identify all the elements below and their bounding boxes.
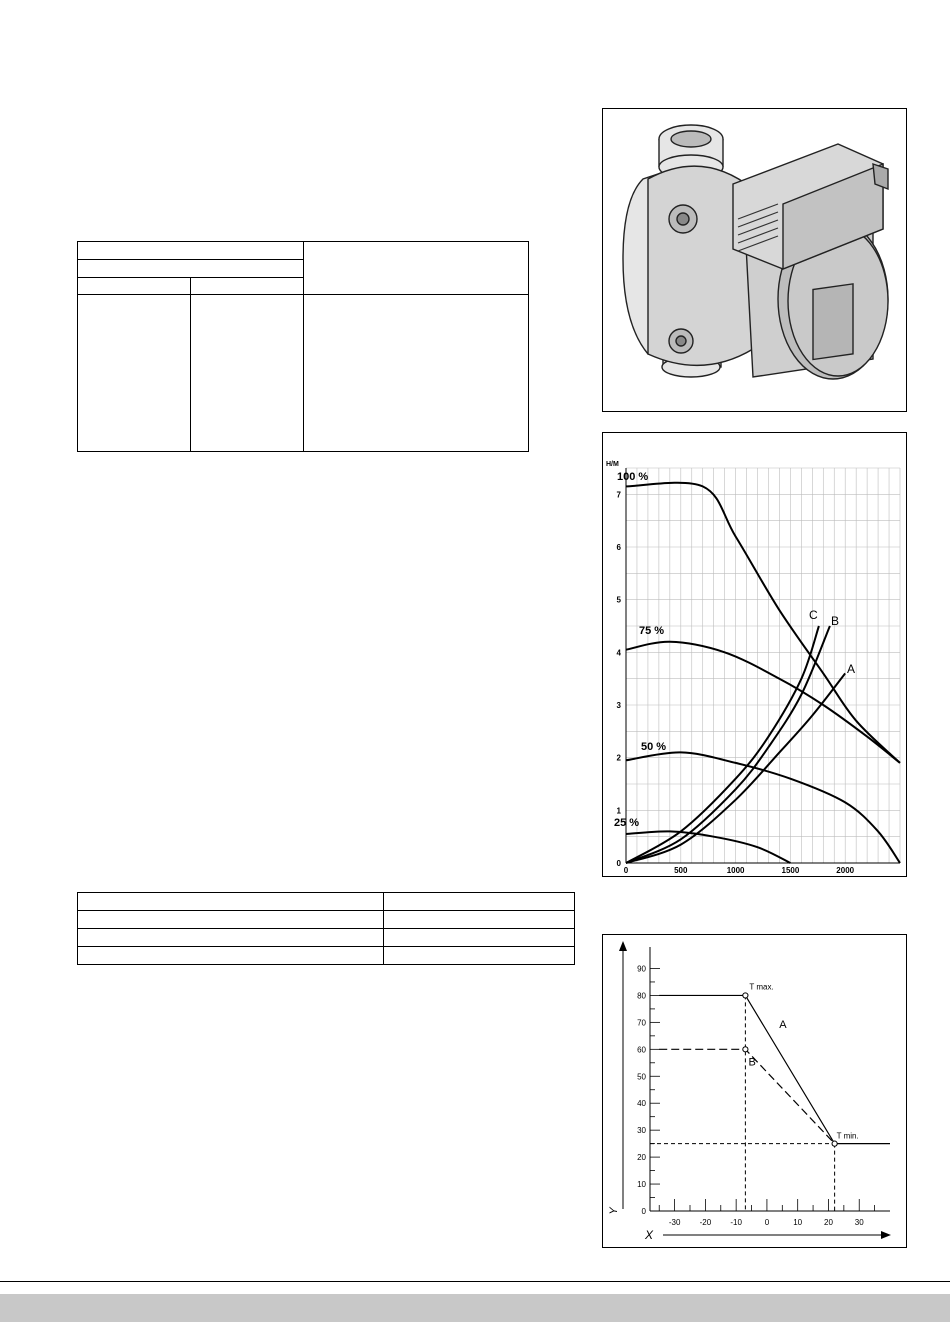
upper-spec-table: [77, 241, 529, 452]
x-tick-label: 1500: [781, 866, 800, 875]
lower-spec-table: [77, 892, 575, 965]
circulation-pump-illustration: [603, 109, 906, 411]
table-cell: [78, 929, 384, 947]
heating-line-b: [659, 1049, 834, 1143]
speed-curve: [626, 483, 900, 763]
y-tick-label: 10: [637, 1180, 646, 1190]
heating-curve-chart-frame: [602, 934, 907, 1248]
y-tick-label: 40: [637, 1099, 646, 1109]
x-tick-label: 0: [764, 1218, 770, 1227]
y-tick-label: 20: [637, 1153, 646, 1163]
table-cell: [78, 947, 384, 965]
table-column-header: [78, 278, 191, 295]
pump-curve-chart-frame: [602, 432, 907, 877]
speed-curve-label: 100 %: [617, 471, 649, 483]
curve-point-marker: [743, 1047, 748, 1052]
y-tick-label: 30: [637, 1126, 646, 1136]
y-tick-label: 2: [616, 753, 621, 763]
curve-point-marker: [743, 993, 748, 998]
y-tick-label: 90: [637, 964, 646, 974]
y-tick-label: 0: [641, 1207, 646, 1216]
y-tick-label: 60: [637, 1045, 646, 1055]
speed-curve: [626, 831, 790, 863]
speed-curve-label: 75 %: [639, 625, 665, 637]
tmin-label: T min.: [836, 1131, 859, 1141]
y-tick-label: 6: [616, 543, 621, 552]
table-cell: [384, 911, 575, 929]
table-cell: [304, 295, 529, 452]
table-cell: [78, 911, 384, 929]
y-axis-label: H/M: [606, 461, 619, 468]
table-cell: [78, 893, 384, 911]
line-a-label: A: [779, 1018, 787, 1031]
table-cell: [384, 893, 575, 911]
table-header-cell: [304, 242, 529, 295]
line-b-label: B: [748, 1056, 756, 1069]
x-axis-label: X: [645, 1228, 654, 1242]
y-tick-label: 4: [616, 648, 621, 658]
table-cell: [78, 295, 191, 452]
x-tick-label: 1000: [726, 866, 745, 875]
pump-illustration-frame: [602, 108, 907, 412]
heating-curve-chart: [603, 935, 906, 1247]
footer-divider: [0, 1281, 950, 1282]
table-header-cell: [78, 242, 304, 260]
x-tick-label: 30: [854, 1218, 864, 1227]
table-column-header: [191, 278, 304, 295]
system-curve-label: A: [847, 662, 856, 676]
x-tick-label: 20: [824, 1218, 833, 1227]
system-curve-label: C: [809, 608, 818, 622]
x-tick-label: -10: [730, 1218, 742, 1227]
curve-point-marker: [832, 1141, 837, 1146]
x-tick-label: 10: [793, 1218, 803, 1227]
system-curve-label: B: [831, 614, 840, 628]
y-tick-label: 5: [616, 595, 621, 605]
footer-band: [0, 1294, 950, 1322]
y-tick-label: 50: [637, 1072, 646, 1082]
speed-curve-label: 25 %: [614, 817, 640, 829]
y-tick-label: 0: [616, 859, 621, 868]
x-tick-label: 500: [674, 866, 688, 875]
x-tick-label: -20: [699, 1218, 712, 1227]
pump-curve-chart: [603, 433, 906, 876]
x-tick-label: -30: [668, 1218, 681, 1227]
table-cell: [191, 295, 304, 452]
table-cell: [384, 947, 575, 965]
tmax-label: T max.: [749, 982, 774, 992]
speed-curve-label: 50 %: [641, 741, 667, 753]
y-axis-arrowhead: [619, 941, 627, 951]
x-axis-arrowhead: [881, 1231, 891, 1239]
x-tick-label: 2000: [836, 866, 855, 875]
y-tick-label: 70: [637, 1018, 646, 1028]
table-cell: [384, 929, 575, 947]
y-tick-label: 80: [637, 991, 646, 1001]
y-tick-label: 7: [616, 490, 621, 500]
y-axis-label: Y: [608, 1207, 620, 1215]
heating-line-a: [659, 995, 890, 1143]
y-tick-label: 3: [616, 701, 621, 710]
table-subheader-cell: [78, 260, 304, 278]
y-tick-label: 1: [616, 806, 621, 816]
x-tick-label: 0: [623, 866, 629, 875]
